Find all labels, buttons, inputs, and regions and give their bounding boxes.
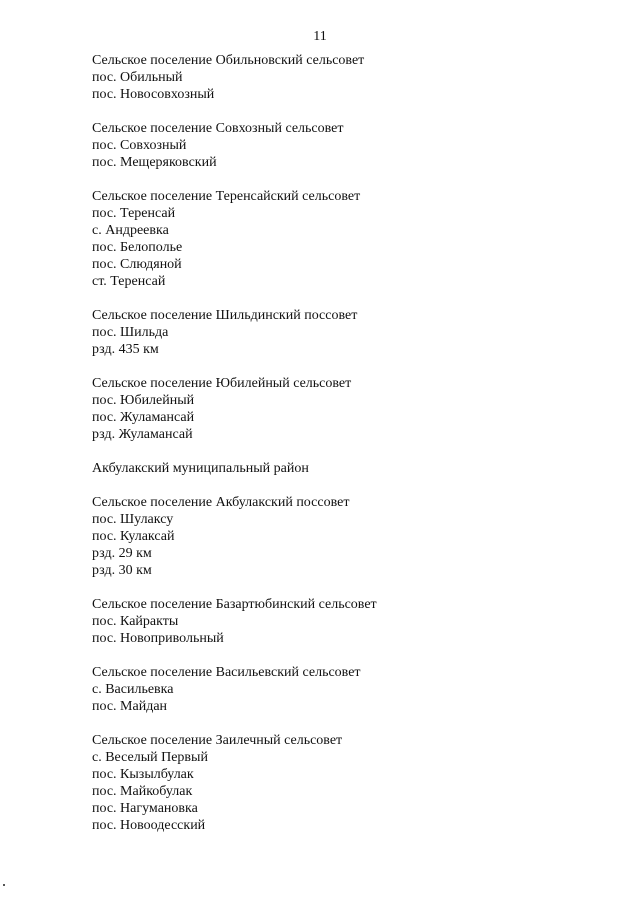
settlement-item: пос. Теренсай bbox=[92, 206, 176, 221]
settlement-item: рзд. 30 км bbox=[92, 563, 152, 578]
district-heading: Акбулакский муниципальный район bbox=[92, 461, 309, 476]
settlement-item: пос. Слюдяной bbox=[92, 257, 182, 272]
blank-line bbox=[92, 358, 592, 375]
settlement-heading: Сельское поселение Обильновский сельсовет bbox=[92, 53, 365, 68]
settlement-item: пос. Майдан bbox=[92, 699, 168, 714]
settlement-heading: Сельское поселение Базартюбинский сельсовет bbox=[92, 597, 377, 612]
settlement-item: рзд. 435 км bbox=[92, 342, 159, 357]
settlement-block bbox=[92, 52, 592, 103]
settlement-block bbox=[92, 494, 592, 579]
blank-line bbox=[92, 477, 592, 494]
settlement-item: пос. Белополье bbox=[92, 240, 183, 255]
settlement-block bbox=[92, 375, 592, 443]
settlement-item: с. Веселый Первый bbox=[92, 750, 208, 765]
settlement-item: пос. Обильный bbox=[92, 70, 183, 85]
settlement-item: пос. Кызылбулак bbox=[92, 767, 194, 782]
settlement-heading: Сельское поселение Заилечный сельсовет bbox=[92, 733, 343, 748]
settlement-item: пос. Мещеряковский bbox=[92, 155, 217, 170]
settlement-item: рзд. 29 км bbox=[92, 546, 152, 561]
settlement-heading: Сельское поселение Совхозный сельсовет bbox=[92, 121, 344, 136]
settlement-item: пос. Совхозный bbox=[92, 138, 187, 153]
settlement-item: пос. Шулаксу bbox=[92, 512, 174, 527]
blank-line bbox=[92, 647, 592, 664]
settlement-item: пос. Майкобулак bbox=[92, 784, 193, 799]
settlement-heading: Сельское поселение Акбулакский поссовет bbox=[92, 495, 350, 510]
blank-line bbox=[92, 290, 592, 307]
settlement-item: ст. Теренсай bbox=[92, 274, 166, 289]
settlement-item: пос. Новопривольный bbox=[92, 631, 224, 646]
settlement-item: пос. Новоодесский bbox=[92, 818, 206, 833]
settlement-block bbox=[92, 188, 592, 290]
settlement-heading: Сельское поселение Шильдинский поссовет bbox=[92, 308, 358, 323]
blank-line bbox=[92, 103, 592, 120]
settlement-block bbox=[92, 664, 592, 715]
settlement-item: рзд. Жуламансай bbox=[92, 427, 193, 442]
blank-line bbox=[92, 579, 592, 596]
settlement-heading: Сельское поселение Юбилейный сельсовет bbox=[92, 376, 352, 391]
settlement-item: с. Андреевка bbox=[92, 223, 169, 238]
blank-line bbox=[92, 171, 592, 188]
settlement-item: пос. Нагумановка bbox=[92, 801, 198, 816]
settlement-item: пос. Новосовхозный bbox=[92, 87, 215, 102]
scan-artifact bbox=[3, 884, 5, 886]
settlement-heading: Сельское поселение Теренсайский сельсовет bbox=[92, 189, 361, 204]
settlement-item: пос. Кулаксай bbox=[92, 529, 175, 544]
settlement-item: пос. Кайракты bbox=[92, 614, 179, 629]
document-body bbox=[92, 52, 592, 834]
district-block bbox=[92, 460, 592, 477]
settlement-item: с. Васильевка bbox=[92, 682, 174, 697]
blank-line bbox=[92, 715, 592, 732]
settlement-heading: Сельское поселение Васильевский сельсовет bbox=[92, 665, 361, 680]
settlement-block bbox=[92, 307, 592, 358]
blank-line bbox=[92, 443, 592, 460]
settlement-block bbox=[92, 596, 592, 647]
settlement-item: пос. Жуламансай bbox=[92, 410, 195, 425]
settlement-item: пос. Шильда bbox=[92, 325, 169, 340]
page-number: 11 bbox=[313, 29, 327, 44]
settlement-item: пос. Юбилейный bbox=[92, 393, 195, 408]
settlement-block bbox=[92, 732, 592, 834]
settlement-block bbox=[92, 120, 592, 171]
